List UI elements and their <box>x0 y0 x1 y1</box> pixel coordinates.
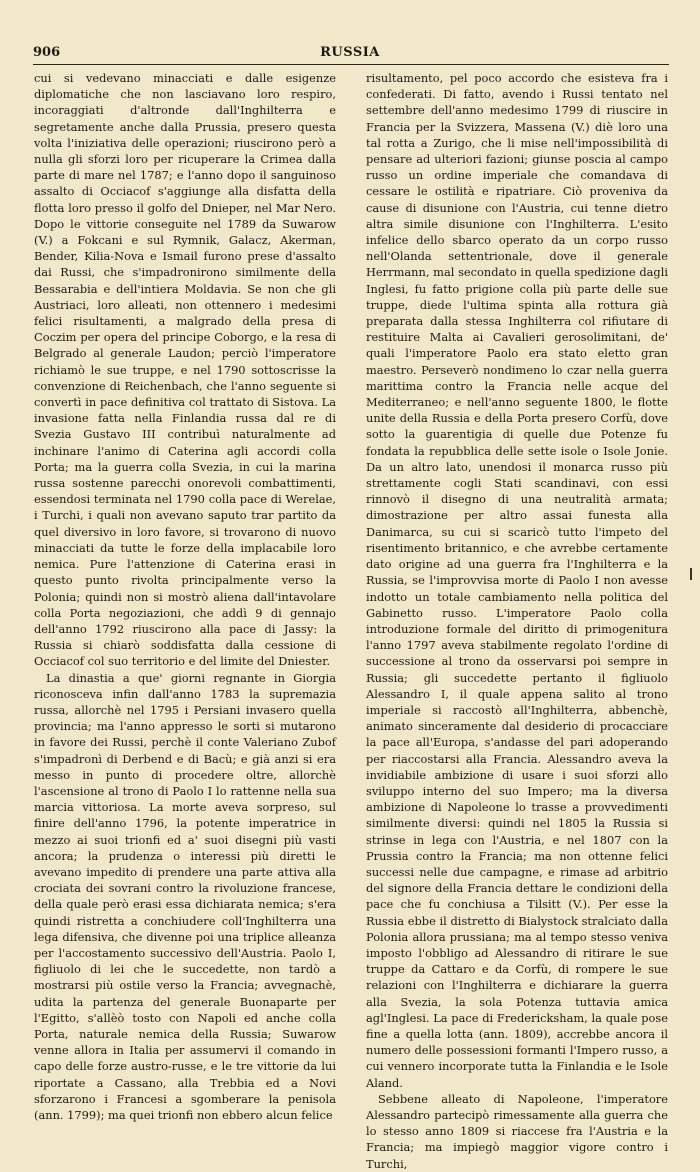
paragraph: La dinastia a que' giorni regnante in Giorgia riconosceva infin dall'anno 1783 la supremazia russa, allorchè nel 1795 i Persiani invasero quella provincia; ma l'anno appresso le sorti si mutarono in favore dei Russi, perchè il conte Valeriano Zubof s'impadronì di Derbend e di Bacù; e già anzi si era messo in punto di procedere oltre, allorchè l'ascensione al trono di Paolo I lo rattenne nella sua marcia vittoriosa. La morte aveva sorpreso, sul finire dell'anno 1796, la potente imperatrice in mezzo ai suoi trionfi ed a' suoi disegni più vasti ancora; la prudenza o interessi più diretti le avevano impedito di prendere una parte attiva alla crociata dei sovrani contro la rivoluzione francese, della quale però erasi essa dichiarata nemica; s'era quindi ristretta a conchiudere coll'Inghilterra una lega difensiva, che divenne poi una triplice alleanza per l'accostamento successivo dell'Austria. Paolo I, figliuolo di lei che le succedette, non tardò a mostrarsi più ostile verso la Francia; avvegnachè, udita la partenza del generale Buonaparte per l'Egitto, s'allèò tosto con Napoli ed anche colla Porta, naturale nemica della Russia; Suwarow venne allora in Italia per assumervi il comando in capo delle forze austro-russe, e le tre vittorie da lui riportate a Cassano, alla Trebbia ed a Novi sforzarono i Francesi a sgomberare la penisola (ann. 1799); ma quei trionfi non ebbero alcun felice <box>34 670 336 1122</box>
header-rule <box>33 64 669 65</box>
running-head: RUSSIA <box>320 45 380 60</box>
right-column <box>366 70 668 1171</box>
margin-mark <box>690 568 692 580</box>
paragraph: Sebbene alleato di Napoleone, l'imperatore Alessandro partecipò rimessamente alla guerra che lo stesso anno 1809 si riaccese fra l'Austria e la Francia; ma impiegò maggior vigore contro i Turchi, <box>366 1091 668 1171</box>
paragraph: cui si vedevano minacciati e dalle esigenze diplomatiche che non lasciavano loro respiro, incoraggiati d'altronde dall'Inghilterra e segretamente anche dalla Prussia, presero questa volta l'iniziativa delle operazioni; riuscirono però a nulla gli sforzi loro per ricuperare la Crimea dalla parte di mare nel 1787; e l'anno dopo il sanguinoso assalto di Occiacof s'aggiunge alla disfatta della flotta loro presso il golfo del Dnieper, nel Mar Nero. Dopo le vittorie conseguite nel 1789 da Suwarow (V.) a Fokcani e sul Rymnik, Galacz, Akerman, Bender, Kilia-Nova e Ismail furono prese d'assalto dai Russi, che s'impadronirono similmente della Bessarabia e dell'intiera Moldavia. Se non che gli Austriaci, loro alleati, non ottennero i medesimi felici risultamenti, a malgrado della presa di Coczim per opera del principe Coborgo, e la resa di Belgrado al generale Laudon; perciò l'imperatore richiamò le sue truppe, e nel 1790 sottoscrisse la convenzione di Reichenbach, che l'anno seguente si convertì in pace definitiva col trattato di Sistova. La invasione fatta nella Finlandia russa dal re di Svezia Gustavo III contribuì naturalmente ad inchinare l'animo di Caterina agli accordi colla Porta; ma la guerra colla Svezia, in cui la marina russa sostenne parecchi onorevoli combattimenti, essendosi terminata nel 1790 colla pace di Werelae, i Turchi, i quali non avevano saputo trar partito da quel diversivo in loro favore, si trovarono di nuovo minacciati da tutte le forze della implacabile loro nemica. Pure l'attenzione di Caterina erasi in questo punto rivolta principalmente verso la Polonia; quindi non si mostrò aliena dall'intavolare colla Porta negoziazioni, che addì 9 di gennajo dell'anno 1792 riuscirono alla pace di Jassy: la Russia si chiarò soddisfatta dalla cessione di Occiacof col suo territorio e del limite del Dniester. <box>34 71 336 669</box>
left-column <box>34 70 336 1122</box>
page-header <box>0 0 700 64</box>
paragraph: risultamento, pel poco accordo che esisteva fra i confederati. Di fatto, avendo i Russi tentato nel settembre dell'anno medesimo 1799 di riuscire in Francia per la Svizzera, Massena (V.) diè loro una tal rotta a Zurigo, che li mise nell'impossibilità di pensare ad ulteriori fazioni; giunse poscia al campo russo un ordine imperiale che comandava di cessare le ostilità e ripatriare. Ciò proveniva da cause di disunione con l'Austria, cui tenne dietro altra simile disunione con l'Inghilterra. L'esito infelice dello sbarco operato da un corpo russo nell'Olanda settentrionale, dove il generale Herrmann, mal secondato in quella spedizione dagli Inglesi, fu fatto prigione colla più parte delle sue truppe, diede l'ultima spinta alla rottura già preparata dalla stessa Inghilterra col rifiutare di restituire Malta ai Cavalieri gerosolimitani, de' quali l'imperatore Paolo era stato eletto gran maestro. Perseverò nondimeno lo czar nella guerra marittima contro la Francia nelle acque del Mediterraneo; e nell'anno seguente 1800, le flotte unite della Russia e della Porta presero Corfù, dove sotto la guarentigia di quelle due Potenze fu fondata la repubblica delle sette isole o Isole Jonie. Da un altro lato, unendosi il monarca russo più strettamente cogli Stati scandinavi, con essi rinnovò il disegno di una neutralità armata; dimostrazione per altro assai funesta alla Danimarca, su cui si scaricò tutto l'impeto del risentimento britannico, e che avrebbe certamente dato origine ad una guerra fra l'Inghilterra e la Russia, se l'improvvisa morte di Paolo I non avesse indotto un totale cambiamento nella politica del Gabinetto russo. L'imperatore Paolo colla introduzione formale del diritto di primogenitura l'anno 1797 aveva stabilmente regolato l'ordine di successione al trono da osservarsi poi sempre in Russia; gli succedette pertanto il figliuolo Alessandro I, il quale appena salito al trono imperiale si raccostò all'Inghilterra, abbenchè, animato sinceramente dal desiderio di procacciare la pace all'Europa, s'andasse del pari adoperando per riaccostarsi alla Francia. Alessandro aveva la invidiabile ambizione di usare i suoi sforzi allo sviluppo interno del suo Impero; ma la diversa ambizione di Napoleone lo trasse a provvedimenti similmente diversi: quindi nel 1805 la Russia si strinse in lega con l'Austria, e nel 1807 con la Prussia contro la Francia; ma non ottenne felici successi nelle due campagne, e rimase ad arbitrio del signore della Francia dettare le condizioni della pace che fu conchiusa a Tilsitt (V.). Per esse la Russia ebbe il distretto di Bialystock stralciato dalla Polonia allora prussiana; ma al tempo stesso veniva imposto l'obbligo ad Alessandro di ritirare le sue truppe da Cattaro e da Corfù, di rompere le sue relazioni con l'Inghilterra e dichiarare la guerra alla Svezia, la sola Potenza tuttavia amica agl'Inglesi. La pace di Fredericksham, la quale pose fine a quella lotta (ann. 1809), accrebbe ancora il numero delle possessioni formanti l'Impero russo, a cui vennero incorporate tutta la Finlandia e le Isole Aland. <box>366 71 668 1090</box>
page-number: 906 <box>33 45 61 60</box>
